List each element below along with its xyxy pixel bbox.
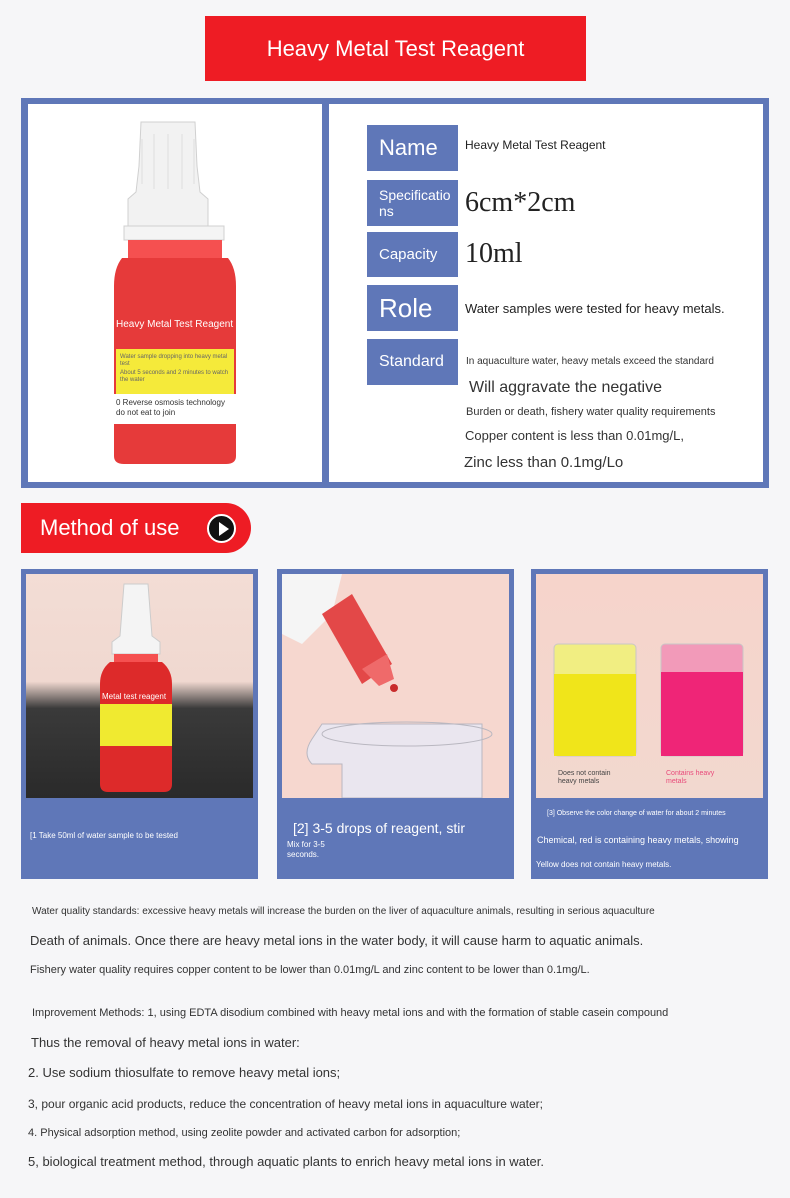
step-2-image xyxy=(282,574,509,798)
bottle-label-instruction-1: Water sample dropping into heavy metal test xyxy=(120,354,228,367)
step-1-text: [1 Take 50ml of water sample to be tested xyxy=(30,831,178,840)
step-1-bottle xyxy=(26,574,253,798)
paragraph-2: Death of animals. Once there are heavy metal ions in the water body, it will cause harm to aquatic animals. xyxy=(30,933,644,948)
spec-label-specifications: Specifications xyxy=(367,180,458,226)
spec-value-specifications: 6cm*2cm xyxy=(465,187,576,218)
product-image xyxy=(28,104,322,482)
spec-label-name: Name xyxy=(367,125,458,171)
step-3-beakers xyxy=(536,574,763,798)
spec-label-standard: Standard xyxy=(367,339,458,385)
page-title: Heavy Metal Test Reagent xyxy=(205,16,586,81)
standard-line-4: Copper content is less than 0.01mg/L, xyxy=(465,428,684,443)
standard-line-2: Will aggravate the negative xyxy=(469,379,662,396)
standard-line-3: Burden or death, fishery water quality requirements xyxy=(466,406,716,418)
step-card-2 xyxy=(277,569,514,879)
bottle-label-footer: 0 Reverse osmosis technology do not eat to join xyxy=(116,398,225,417)
step-2-text: [2] 3-5 drops of reagent, stir xyxy=(293,820,465,836)
spec-label-capacity: Capacity xyxy=(367,232,458,277)
method-of-use-tab[interactable] xyxy=(21,503,251,553)
spec-value-role: Water samples were tested for heavy metals. xyxy=(465,301,725,316)
play-icon[interactable] xyxy=(207,514,236,543)
step-3-image xyxy=(536,574,763,798)
step-1-bottle-label: Metal test reagent xyxy=(102,692,167,701)
step-2-dropper-illustration xyxy=(282,574,509,798)
step-card-3 xyxy=(531,569,768,879)
bottle-label-instruction-2: About 5 seconds and 2 minutes to watch the water xyxy=(120,370,229,383)
caption-contains-heavy-metals: Contains heavy metals xyxy=(666,770,715,785)
paragraph-3: Fishery water quality requires copper content to be lower than 0.01mg/L and zinc content to be lower than 0.1mg/L. xyxy=(30,964,590,976)
step-2-subtext: Mix for 3-5 seconds. xyxy=(287,840,325,859)
standard-line-1: In aquaculture water, heavy metals exceed the standard xyxy=(466,356,714,367)
standard-line-5: Zinc less than 0.1mg/Lo xyxy=(464,454,624,471)
caption-no-heavy-metals: Does not contain heavy metals xyxy=(558,770,611,785)
paragraph-1: Water quality standards: excessive heavy metals will increase the burden on the liver of aquaculture animals, resulting in serious aquaculture xyxy=(32,906,655,917)
step-3-text-3: Yellow does not contain heavy metals. xyxy=(536,860,672,869)
product-info-panel xyxy=(21,98,769,488)
paragraph-9: 5, biological treatment method, through aquatic plants to enrich heavy metal ions in water. xyxy=(28,1154,544,1169)
reagent-bottle-illustration xyxy=(28,104,322,482)
paragraph-7: 3, pour organic acid products, reduce the concentration of heavy metal ions in aquaculture water; xyxy=(28,1097,543,1111)
bottle-label-name: Heavy Metal Test Reagent xyxy=(116,319,234,330)
step-1-image xyxy=(26,574,253,798)
method-of-use-label: Method of use xyxy=(40,515,180,540)
spec-label-role: Role xyxy=(367,285,458,331)
paragraph-5: Thus the removal of heavy metal ions in water: xyxy=(31,1035,300,1050)
step-3-text-2: Chemical, red is containing heavy metals, showing xyxy=(537,835,739,845)
step-card-1 xyxy=(21,569,258,879)
step-3-text-1: [3] Observe the color change of water for about 2 minutes xyxy=(547,810,726,817)
paragraph-6: 2. Use sodium thiosulfate to remove heavy metal ions; xyxy=(28,1065,341,1080)
spec-value-capacity: 10ml xyxy=(465,238,523,269)
paragraph-8: 4. Physical adsorption method, using zeolite powder and activated carbon for adsorption; xyxy=(28,1127,461,1139)
spec-table xyxy=(329,104,763,482)
spec-value-name: Heavy Metal Test Reagent xyxy=(465,138,606,152)
paragraph-4: Improvement Methods: 1, using EDTA disodium combined with heavy metal ions and with the formation of stable casein compound xyxy=(32,1007,669,1019)
